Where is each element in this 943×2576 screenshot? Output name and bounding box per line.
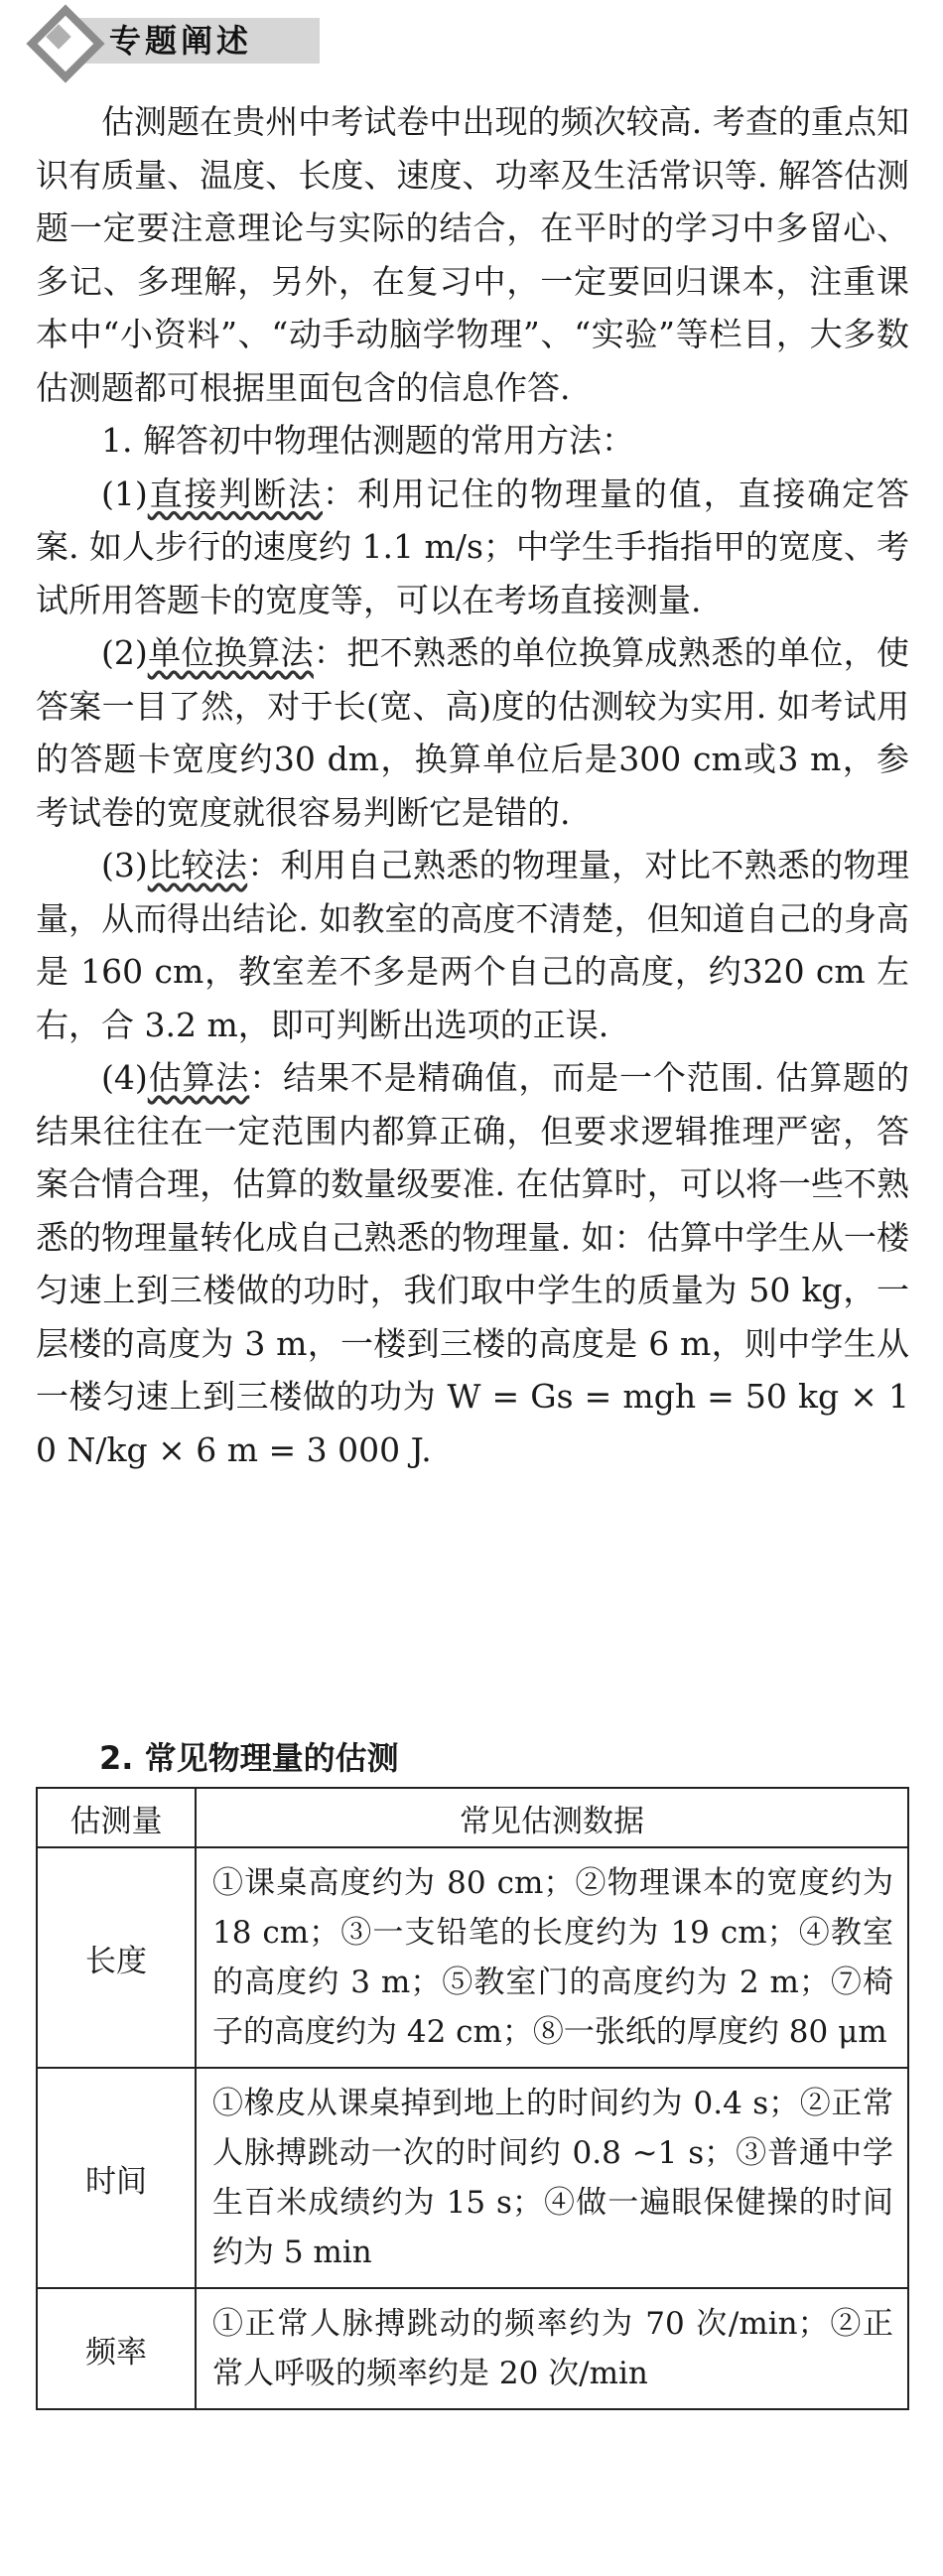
method-name: 估算法 [147,1058,250,1097]
category-cell: 频率 [37,2288,196,2409]
method-paragraph [36,1051,909,1476]
table-row [37,2068,908,2288]
method-text: ：利用自己熟悉的物理量，对比不熟悉的物理量，从而得出结论. 如教室的高度不清楚，但知道自己的身高是 160 cm，教室差不多是两个自己的高度，约320 cm 左右，合 3.2 m，即可判断出选项的正误. [36,846,910,1044]
method-name: 比较法 [147,846,248,884]
intro-paragraph: 估测题在贵州中考试卷中出现的频次较高. 考查的重点知识有质量、温度、长度、速度、功率及生活常识等. 解答估测题一定要注意理论与实际的结合，在平时的学习中多留心、多记、多理解，另外，在复习中，一定要回归课本，注重课本中“小资料”、“动手动脑学物理”、“实验”等栏目，大多数估测题都可根据里面包含的信息作答. [36,102,909,407]
data-cell: ①橡皮从课桌掉到地上的时间约为 0.4 s；②正常人脉搏跳动一次的时间约 0.8 ~1 s；③普通中学生百米成绩约为 15 s；④做一遍眼保健操的时间约为 5 min [196,2068,908,2288]
category-cell: 长度 [37,1847,196,2068]
method-paragraph [36,626,909,839]
method-number: (4) [101,1058,148,1097]
diamond-icon [26,4,104,82]
table-row [37,2288,908,2409]
method-paragraph [36,468,909,627]
data-cell: ①正常人脉搏跳动的频率约为 70 次/min；②正常人呼吸的频率约是 20 次/min [196,2288,908,2409]
estimation-section-title: 2. 常见物理量的估测 [99,1739,399,1777]
method-name: 单位换算法 [147,633,314,672]
method-paragraph [36,839,909,1051]
table-row [37,1847,908,2068]
column-header: 常见估测数据 [196,1788,908,1847]
method-text: ：把不熟悉的单位换算成熟悉的单位，使答案一目了然，对于长(宽、高)度的估测较为实用. 如考试用的答题卡宽度约30 dm，换算单位后是300 cm或3 m，参考试卷的宽度就很容易判断它是错的. [36,633,910,832]
category-cell: 时间 [37,2068,196,2288]
method-number: (1) [101,474,148,513]
method-number: (2) [101,633,148,672]
method-text: ：利用记住的物理量的值，直接确定答案. 如人步行的速度约 1.1 m/s；中学生手指指甲的宽度、考试所用答题卡的宽度等，可以在考场直接测量. [36,474,909,619]
methods-heading: 1. 解答初中物理估测题的常用方法： [101,421,634,460]
data-cell: ①课桌高度约为 80 cm；②物理课本的宽度约为 18 cm；③一支铅笔的长度约为 19 cm；④教室的高度约 3 m；⑤教室门的高度约为 2 m；⑦椅子的高度约为 42 cm；⑧一张纸的厚度约 80 μm [196,1847,908,2068]
header-title: 专题阐述 [109,22,253,60]
method-name: 直接判断法 [147,474,323,513]
section-header [28,8,326,71]
method-text: ：结果不是精确值，而是一个范围. 估算题的结果往往在一定范围内都算正确，但要求逻辑推理严密，答案合情合理，估算的数量级要准. 在估算时，可以将一些不熟悉的物理量转化成自己熟悉的物理量. 如：估算中学生从一楼匀速上到三楼做的功时，我们取中学生的质量为 50 kg，一层楼的高度为 3 m，一楼到三楼的高度是 6 m，则中学生从一楼匀速上到三楼做的功为 W = Gs = mgh = 50 kg × 10 N/kg × 6 m = 3 000 J. [36,1058,910,1469]
method-number: (3) [101,846,148,884]
table-header-row [37,1788,908,1847]
article-body [36,95,909,1476]
estimation-table [36,1787,909,2410]
column-header: 估测量 [37,1788,196,1847]
